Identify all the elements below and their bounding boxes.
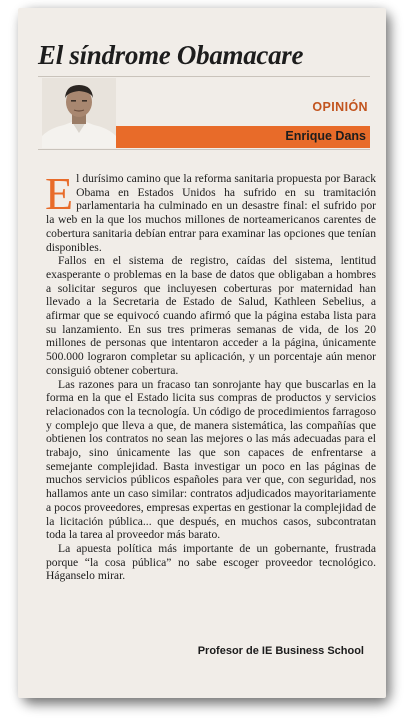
article-title: El síndrome Obamacare xyxy=(38,40,304,70)
article-body xyxy=(45,168,376,583)
drop-cap: E xyxy=(45,168,74,219)
byline-rule xyxy=(38,149,370,150)
paragraph-3: Las razones para un fracaso tan sonrojante hay que buscarlas en la forma en la que el Estado licita sus compras de productos y servicios relacionados con la tecnología. Un código de procedimientos farragoso y complejo que lleva a que, de manera sistemática, las compañías que obtienen los contratos no sean las mejores o las más adecuadas para el trabajo, sino únicamente las que son capaces de enfrentarse a semejante complejidad. Basta investigar un poco en las páginas de muchos servicios públicos españoles para ver que, con seguridad, nos hallamos ante un caso similar: contratos adjudicados mayoritariamente a pocos proveedores, empresas expertas en gestionar la complejidad de la licitación pública... que después, en muchos casos, subcontratan toda la tarea al proveedor más barato. xyxy=(46,377,376,542)
author-name: Enrique Dans xyxy=(285,129,366,143)
paragraph-4: La apuesta política más importante de un gobernante, frustrada porque “la cosa pública” no sabe escoger proveedor tecnológico. Háganselo mirar. xyxy=(46,541,376,583)
paragraph-1 xyxy=(45,168,376,254)
section-label: OPINIÓN xyxy=(312,100,368,114)
author-photo xyxy=(42,78,116,148)
paragraph-2: Fallos en el sistema de registro, caídas del sistema, lentitud exasperante o problemas en la base de datos que obligaban a hombres a solicitar seguros que incluyesen coberturas por maternidad han llevado a la Secretaria de Estado de Salud, Kathleen Sebelius, a afirmar que se equivocó cuando afirmó que la página estaba lista para su lanzamiento. En sus tres primeras semanas de vida, de los 20 millones de personas que intentaron acceder a la página, únicamente 500.000 lograron completar su aplicación, y un porcentaje aún menor consiguió obtener cobertura. xyxy=(46,254,376,377)
header-rule xyxy=(38,76,370,77)
newspaper-clipping xyxy=(18,8,386,698)
paragraph-text: l durísimo camino que la reforma sanitaria propuesta por Barack Obama en Estados Unidos ha sufrido en su tramitación parlamentaria ha culminado en un desastre final: el sufrido por la web en la que los muchos millones de norteamericanos carentes de cobertura sanitaria debían entrar para examinar las opciones que tenían disponibles. xyxy=(46,172,376,254)
author-signature: Profesor de IE Business School xyxy=(197,645,364,657)
